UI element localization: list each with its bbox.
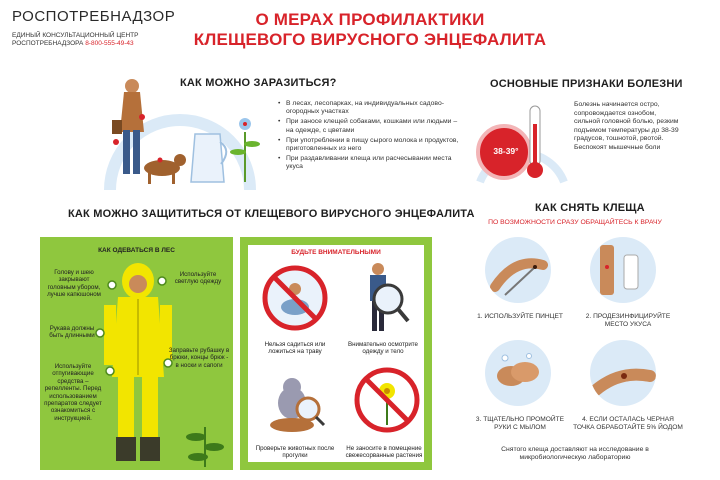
lab-note: Снятого клеща доставляют на исследование в микробиологическую лабораторию [501, 446, 649, 462]
no-sitting-sign [260, 263, 330, 333]
page-title [180, 10, 560, 50]
step1-caption: 1. ИСПОЛЬЗУЙТЕ ПИНЦЕТ [477, 313, 563, 320]
logo-subtitle [12, 32, 172, 48]
no-flowers-sign [352, 365, 422, 435]
tweezers-step-illustration [485, 237, 551, 303]
animals-caption: Проверьте животных после прогулки [255, 445, 335, 460]
logo-line1: ЕДИНЫЙ КОНСУЛЬТАЦИОННЫЙ ЦЕНТР [12, 32, 139, 39]
dress-heading: КАК ОДЕВАТЬСЯ В ЛЕС [98, 247, 175, 254]
wash-hands-step-illustration [485, 340, 551, 406]
no-sit-caption: Нельзя садиться или ложиться на траву [264, 341, 326, 356]
infection-heading: КАК МОЖНО ЗАРАЗИТЬСЯ? [180, 77, 337, 89]
title-line2: КЛЕЩЕВОГО ВИРУСНОГО ЭНЦЕФАЛИТА [193, 30, 547, 49]
inspect-caption: Внимательно осмотрите одежду и тело [347, 341, 418, 356]
step3-caption: 3. ТЩАТЕЛЬНО ПРОМОЙТЕ РУКИ С МЫЛОМ [475, 416, 565, 431]
sleeves-tip: Рукава должны быть длинными [49, 325, 95, 340]
inspect-clothes-illustration [348, 259, 418, 337]
symptoms-text: Болезнь начинается остро, сопровождается ознобом, сильной головной болью, резким подъемом температуры до 38-39 градусов, тошнотой, рвотой. Беспокоят мышечные боли [574, 101, 679, 151]
flowers-caption: Не заносите в помещение свежесорванные растения [345, 445, 423, 460]
list-item: • При раздавливании клеща или расчесывании места укуса [278, 155, 463, 171]
logo-line2: РОСПОТРЕБНАДЗОРА [12, 40, 84, 47]
list-item: • При употреблении в пищу сырого молока и продуктов, приготовленных из него [278, 137, 463, 153]
walker-dog-milk-illustration [80, 72, 275, 192]
step4-caption: 4. ЕСЛИ ОСТАЛАСЬ ЧЕРНАЯ ТОЧКА ОБРАБОТАЙТЕ 5% ЙОДОМ [573, 416, 683, 431]
title-line1: О МЕРАХ ПРОФИЛАКТИКИ [255, 10, 485, 29]
grass-decoration [180, 407, 230, 467]
symptoms-heading: ОСНОВНЫЕ ПРИЗНАКИ БОЛЕЗНИ [490, 78, 683, 90]
iodine-step-illustration [590, 340, 656, 406]
dress-panel [40, 237, 233, 470]
list-item: • В лесах, лесопарках, на индивидуальных садово-огородных участках [278, 100, 463, 116]
pets-check-illustration [262, 365, 332, 435]
logo-title: РОСПОТРЕБНАДЗОР [12, 8, 176, 25]
head-tip: Голову и шею закрывают головным убором, лучше капюшоном [47, 269, 101, 299]
remove-subheading: ПО ВОЗМОЖНОСТИ СРАЗУ ОБРАЩАЙТЕСЬ К ВРАЧУ [488, 219, 662, 226]
careful-panel [240, 237, 432, 470]
disinfect-step-illustration [590, 237, 656, 303]
step2-caption: 2. ПРОДЕЗИНФИЦИРУЙТЕ МЕСТО УКУСА [585, 313, 671, 328]
tuck-in-tip: Заправьте рубашку в брюки, концы брюк - в носки и сапоги [168, 347, 230, 369]
light-clothes-tip: Используйте светлую одежду [174, 271, 222, 286]
repellent-tip: Используйте отпугивающие средства – репелленты. Перед использованием препаратов следует ознакомиться с инструкцией. [44, 363, 102, 422]
list-item: • При заносе клещей собаками, кошками или людьми – на одежде, с цветами [278, 118, 463, 134]
hotline-phone[interactable]: 8-800-555-49-43 [85, 40, 134, 47]
protect-heading: КАК МОЖНО ЗАЩИТИТЬСЯ ОТ КЛЕЩЕВОГО ВИРУСНОГО ЭНЦЕФАЛИТА [68, 208, 475, 220]
thermometer-illustration [472, 100, 572, 190]
temperature-badge: 38-39° [493, 146, 519, 156]
infection-list [278, 100, 463, 174]
remove-heading: КАК СНЯТЬ КЛЕЩА [535, 202, 645, 214]
careful-heading: БУДЬТЕ ВНИМАТЕЛЬНЫМИ [291, 249, 381, 256]
